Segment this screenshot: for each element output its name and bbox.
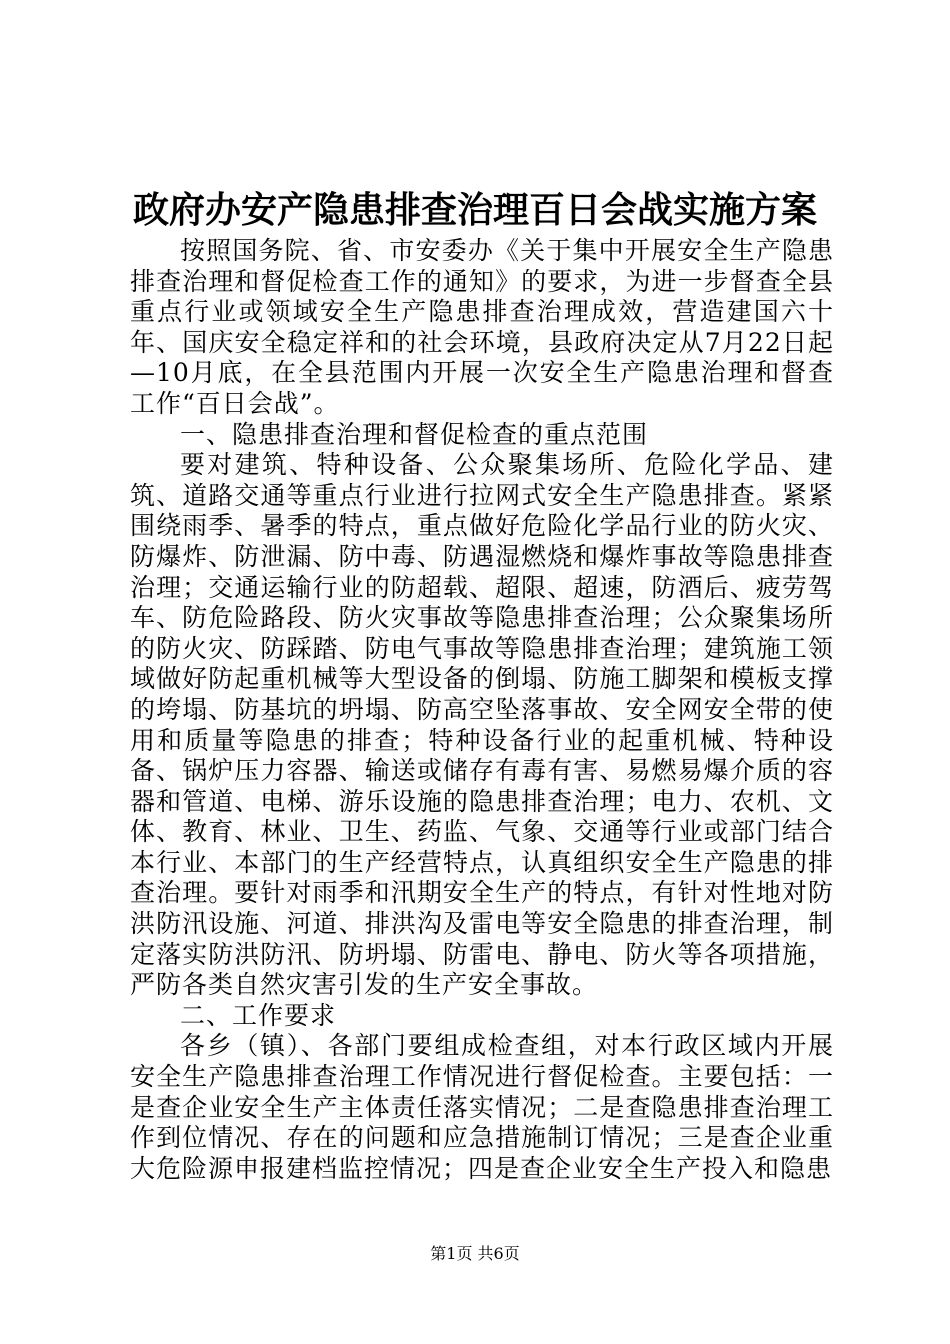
document-body <box>130 236 834 1184</box>
section-2-paragraph: 各乡（镇）、各部门要组成检查组，对本行政区域内开展安全生产隐患排查治理工作情况进行督促检查。主要包括：一是查企业安全生产主体责任落实情况；二是查隐患排查治理工作到位情况、存在的问题和应急措施制订情况；三是查企业重大危险源申报建档监控情况；四是查企业安全生产投入和隐患 <box>130 1031 834 1183</box>
section-1-paragraph: 要对建筑、特种设备、公众聚集场所、危险化学品、建筑、道路交通等重点行业进行拉网式安全生产隐患排查。紧紧围绕雨季、暑季的特点，重点做好危险化学品行业的防火灾、防爆炸、防泄漏、防中毒、防遇湿燃烧和爆炸事故等隐患排查治理；交通运输行业的防超载、超限、超速，防酒后、疲劳驾车、防危险路段、防火灾事故等隐患排查治理；公众聚集场所的防火灾、防踩踏、防电气事故等隐患排查治理；建筑施工领域做好防起重机械等大型设备的倒塌、防施工脚架和模板支撑的垮塌、防基坑的坍塌、防高空坠落事故、安全网安全带的使用和质量等隐患的排查；特种设备行业的起重机械、特种设备、锅炉压力容器、输送或储存有毒有害、易燃易爆介质的容器和管道、电梯、游乐设施的隐患排查治理；电力、农机、文体、教育、林业、卫生、药监、气象、交通等行业或部门结合本行业、本部门的生产经营特点，认真组织安全生产隐患的排查治理。要针对雨季和汛期安全生产的特点，有针对性地对防洪防汛设施、河道、排洪沟及雷电等安全隐患的排查治理，制定落实防洪防汛、防坍塌、防雷电、静电、防火等各项措施，严防各类自然灾害引发的生产安全事故。 <box>130 450 834 1000</box>
document-title: 政府办安产隐患排查治理百日会战实施方案 <box>132 189 817 231</box>
section-heading-2: 二、工作要求 <box>180 1000 337 1030</box>
page-footer: 第1页 共6页 <box>430 1244 520 1263</box>
section-heading-1: 一、隐患排查治理和督促检查的重点范围 <box>180 419 649 449</box>
intro-paragraph: 按照国务院、省、市安委办《关于集中开展安全生产隐患排查治理和督促检查工作的通知》的要求，为进一步督查全县重点行业或领域安全生产隐患排查治理成效，营造建国六十年、国庆安全稳定祥和的社会环境，县政府决定从7月22日起—10月底，在全县范围内开展一次安全生产隐患治理和督查工作“百日会战”。 <box>130 236 834 418</box>
